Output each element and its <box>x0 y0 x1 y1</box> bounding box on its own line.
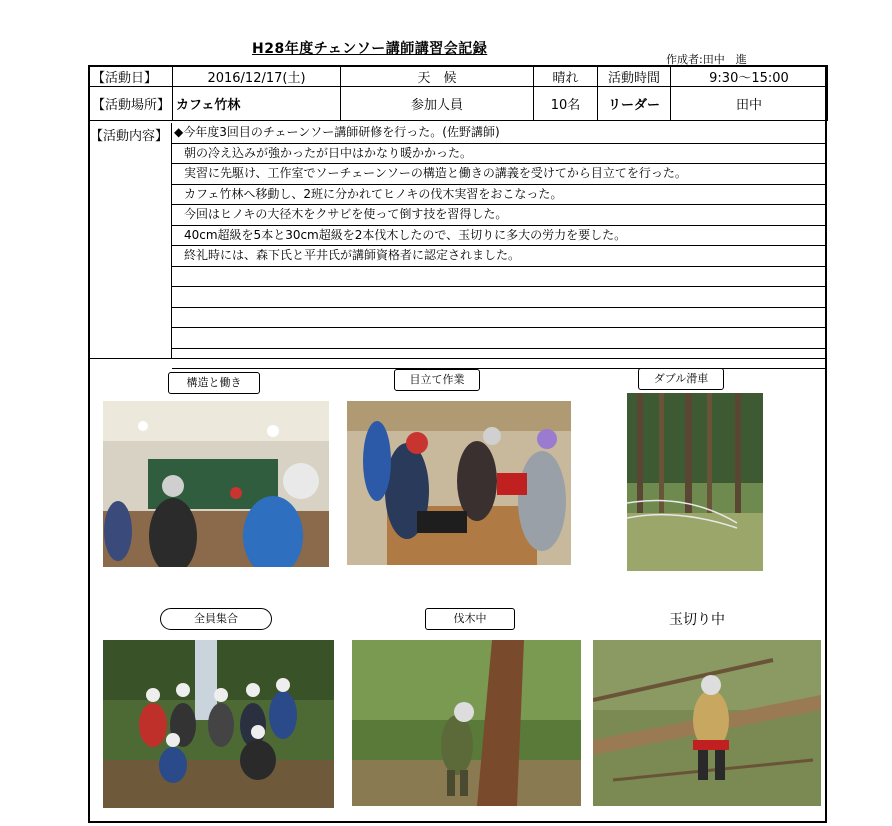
content-line <box>172 308 827 329</box>
participants-label: 参加人員 <box>341 87 534 121</box>
content-line: 40cm超級を5本と30cm超級を2本伐木したので、玉切りに多大の労力を要した。 <box>172 226 827 247</box>
content-line <box>172 328 827 349</box>
document-title: H28年度チェンソー講師講習会記録 <box>252 41 488 57</box>
content-line: カフェ竹林へ移動し、2班に分かれてヒノキの伐木実習をおこなった。 <box>172 185 827 206</box>
content-line: 今回はヒノキの大径木をクサビを使って倒す技を習得した。 <box>172 205 827 226</box>
date-value: 2016/12/17(土) <box>173 66 341 87</box>
photo-caption-bucking: 玉切り中 <box>655 610 739 630</box>
content-line <box>172 287 827 308</box>
photo-caption-double-pulley: ダブル滑車 <box>638 368 724 390</box>
leader-value: 田中 <box>671 87 828 121</box>
header-table <box>88 65 828 121</box>
leader-label: リーダー <box>598 87 671 121</box>
photo-caption-group: 全員集合 <box>160 608 272 630</box>
content-line: 終礼時には、森下氏と平井氏が講師資格者に認定されました。 <box>172 246 827 267</box>
bucking-photo <box>593 640 821 806</box>
content-label: 【活動内容】 <box>88 123 172 358</box>
double-pulley-photo <box>627 393 763 571</box>
content-line: 朝の冷え込みが強かったが日中はかなり暖かかった。 <box>172 144 827 165</box>
place-value: カフェ竹林 <box>173 87 341 121</box>
content-line: 実習に先駆け、工作室でソーチェーンソーの構造と働きの講義を受けてから目立てを行った。 <box>172 164 827 185</box>
participants-value: 10名 <box>534 87 598 121</box>
activity-content <box>88 123 827 359</box>
place-label: 【活動場所】 <box>89 87 173 121</box>
content-line <box>172 267 827 288</box>
photo-caption-felling: 伐木中 <box>425 608 515 630</box>
sharpening-work-photo <box>347 401 571 565</box>
weather-label: 天 候 <box>341 66 534 87</box>
content-line <box>172 349 827 370</box>
content-lines <box>172 123 827 369</box>
photo-caption-sharpening: 目立て作業 <box>394 369 480 391</box>
weather-value: 晴れ <box>534 66 598 87</box>
author-label: 作成者:田中 進 <box>666 53 747 66</box>
date-label: 【活動日】 <box>89 66 173 87</box>
time-label: 活動時間 <box>598 66 671 87</box>
photo-caption-structure: 構造と働き <box>168 372 260 394</box>
time-value: 9:30～15:00 <box>671 66 828 87</box>
content-line: ◆今年度3回目のチェーンソー講師研修を行った。(佐野講師) <box>172 123 827 144</box>
felling-photo <box>352 640 581 806</box>
classroom-lecture-photo <box>103 401 329 567</box>
group-photo <box>103 640 334 808</box>
